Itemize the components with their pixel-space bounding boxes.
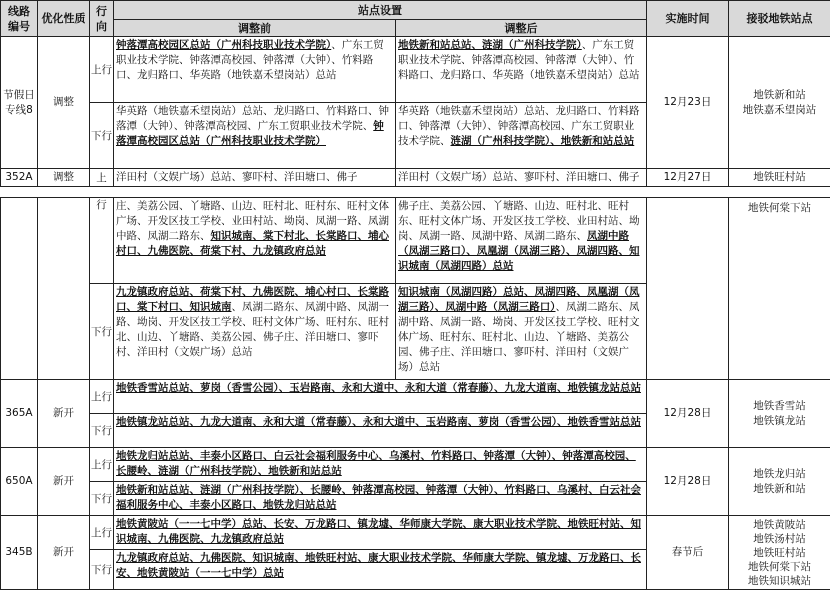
direction: 下行 <box>90 414 114 448</box>
metro-station-name: 地铁新和站 <box>753 482 806 495</box>
route-type <box>38 198 90 380</box>
stops-text: 洋田村（文娱广场）总站、寥吓村、洋田塘口、佛子 <box>116 171 358 183</box>
header-after: 调整后 <box>396 20 647 37</box>
header-metro: 接驳地铁站点 <box>729 1 830 37</box>
stops-text: 、凤湖二路东、凤湖中路、凤湖一路、坳岗、开发区技工学校、旺村文体广场、旺村东、旺村北、山边、丫塘路、美荔公园、佛子庄、洋田塘口、寥吓村、洋田村（文娱广场）总站 <box>398 301 640 373</box>
stops-full <box>114 516 647 550</box>
impl-time: 12月23日 <box>647 37 729 169</box>
header-impl-time: 实施时间 <box>647 1 729 37</box>
metro-stations <box>729 37 830 169</box>
table-row <box>1 37 830 103</box>
stops-before <box>114 284 396 380</box>
metro-station-name: 地铁新和站 <box>753 88 806 101</box>
stops-full <box>114 448 647 482</box>
route-no: 365A <box>1 380 38 448</box>
impl-time: 12月27日 <box>647 169 729 187</box>
stops-full <box>114 380 647 414</box>
changed-stops-text: 九龙镇政府总站、荷棠下村、九佛医院、埔心村口、长棠路口、棠下村口、知识城南 <box>116 286 389 313</box>
changed-stops-text: 九龙镇政府总站、九佛医院、知识城南、地铁旺村站、康大职业技术学院、华师康大学院、镇龙墟、万龙路口、长安、地铁黄陂站（一一七中学）总站 <box>116 552 641 579</box>
metro-station-name: 地铁何棠下站 <box>748 560 811 573</box>
stops-text: 洋田村（文娱广场）总站、寥吓村、洋田塘口、佛子 <box>398 171 640 183</box>
direction: 上行 <box>90 448 114 482</box>
impl-time: 12月28日 <box>647 448 729 516</box>
bus-route-table-continued <box>0 197 830 590</box>
direction: 下行 <box>90 103 114 169</box>
stops-text: 、凤湖二路东、凤湖中路、凤湖一路、坳岗、开发区技工学校、旺村文体广场、旺村东、旺村北、山边、丫塘路、美荔公园、佛子庄、洋田塘口、寥吓村、洋田村（文娱广场）总站 <box>116 301 389 358</box>
route-no: 345B <box>1 516 38 590</box>
stops-after <box>396 284 647 380</box>
direction: 上行 <box>90 516 114 550</box>
header-route-no: 线路编号 <box>1 1 38 37</box>
stops-text: 华英路（地铁嘉禾望岗站）总站、龙归路口、竹料路口、钟落潭（大钟）、钟落潭高校园、广东工贸职业技术学院、 <box>116 105 389 132</box>
table-row <box>1 380 830 414</box>
metro-station-name: 地铁汤村站 <box>753 532 806 545</box>
changed-stops-text: 涟湖（广州科技学院）、地铁新和站总站 <box>450 135 635 147</box>
header-before: 调整前 <box>114 20 396 37</box>
changed-stops-text: 钟落潭高校园区总站（广州科技职业技术学院） <box>116 120 384 147</box>
table-row <box>1 448 830 482</box>
table-row <box>1 516 830 550</box>
route-no: 节假日专线8 <box>1 37 38 169</box>
metro-station-name: 地铁镇龙站 <box>753 414 806 427</box>
changed-stops-text: 地铁新和站总站、涟湖（广州科技学院） <box>398 39 582 51</box>
stops-text: 、广东工贸职业技术学院、钟落潭高校园、钟落潭（大钟）、竹料路口、龙归路口、华英路（地铁嘉禾望岗站）总站 <box>116 39 384 81</box>
impl-time: 春节后 <box>647 516 729 590</box>
route-no: 650A <box>1 448 38 516</box>
stops-before <box>114 37 396 103</box>
metro-station-name: 地铁黄陂站 <box>753 518 806 531</box>
page-break <box>0 189 830 197</box>
direction: 上行 <box>90 380 114 414</box>
stops-text: 佛子庄、美荔公园、丫塘路、山边、旺村北、旺村东、旺村文体广场、开发区技工学校、业田村站、坳岗、凤湖一路、凤湖中路、凤湖二路东、 <box>398 200 640 242</box>
route-no <box>1 198 38 380</box>
changed-stops-text: 地铁香雪站总站、萝岗（香雪公园）、玉岩路南、永和大道中、永和大道（常春藤）、九龙大道南、地铁镇龙站总站 <box>116 382 641 394</box>
metro-station-name: 地铁香雪站 <box>753 399 806 412</box>
header-opt-type: 优化性质 <box>38 1 90 37</box>
direction: 上 <box>90 169 114 187</box>
route-type: 新开 <box>38 516 90 590</box>
metro-station-name: 地铁龙归站 <box>753 467 806 480</box>
metro-stations <box>729 198 830 380</box>
stops-before <box>114 103 396 169</box>
table-part-top <box>0 0 830 187</box>
impl-time: 12月28日 <box>647 380 729 448</box>
stops-after <box>396 169 647 187</box>
stops-after <box>396 103 647 169</box>
stops-full <box>114 482 647 516</box>
impl-time <box>647 198 729 380</box>
metro-station-name: 地铁嘉禾望岗站 <box>742 103 817 116</box>
route-type: 调整 <box>38 169 90 187</box>
metro-station-name: 地铁何棠下站 <box>748 202 811 214</box>
changed-stops-text: 钟落潭高校园区总站（广州科技职业技术学院） <box>116 39 332 51</box>
route-no: 352A <box>1 169 38 187</box>
stops-text: 庄、美荔公园、丫塘路、山边、旺村北、旺村东、旺村文体广场、开发区技工学校、业田村站、坳岗、凤湖一路、凤湖中路、凤湖二路东、 <box>116 200 389 242</box>
table-row <box>1 198 830 284</box>
metro-stations <box>729 380 830 448</box>
changed-stops-text: 地铁镇龙站总站、九龙大道南、永和大道（常春藤）、永和大道中、玉岩路南、萝岗（香雪公园）、地铁香雪站总站 <box>116 416 641 428</box>
stops-after <box>396 37 647 103</box>
table-row <box>1 169 830 187</box>
metro-station-name: 地铁旺村站 <box>753 546 806 559</box>
direction: 下行 <box>90 482 114 516</box>
stops-before <box>114 198 396 284</box>
metro-station-name: 地铁旺村站 <box>753 171 806 183</box>
route-type: 新开 <box>38 448 90 516</box>
header-stops-setting: 站点设置 <box>114 1 647 20</box>
route-type: 调整 <box>38 37 90 169</box>
changed-stops-text: 凤湖中路（凤湖三路口）、凤凰湖（凤湖三路）、凤湖四路、知识城南（凤湖四路）总站 <box>398 230 640 272</box>
stops-after <box>396 198 647 284</box>
changed-stops-text: 地铁龙归站总站、丰泰小区路口、白云社会福利服务中心、乌溪村、竹料路口、钟落潭（大钟）、钟落潭高校园、长腰岭、涟湖（广州科技学院）、地铁新和站总站 <box>116 450 636 477</box>
metro-stations <box>729 516 830 590</box>
header-direction: 行向 <box>90 1 114 37</box>
stops-before <box>114 169 396 187</box>
direction: 下行 <box>90 550 114 590</box>
direction: 行 <box>90 198 114 284</box>
metro-stations <box>729 169 830 187</box>
changed-stops-text: 地铁新和站总站、涟湖（广州科技学院）、长腰岭、钟落潭高校园、钟落潭（大钟）、竹料路口、乌溪村、白云社会福利服务中心、丰泰小区路口、地铁龙归站总站 <box>116 484 641 511</box>
stops-full <box>114 550 647 590</box>
stops-full <box>114 414 647 448</box>
stops-text: 、广东工贸职业技术学院、钟落潭高校园、钟落潭（大钟）、竹料路口、龙归路口、华英路（地铁嘉禾望岗站）总站 <box>398 39 640 81</box>
direction: 下行 <box>90 284 114 380</box>
changed-stops-text: 知识城南、棠下村北、长棠路口、埔心村口、九佛医院、荷棠下村、九龙镇政府总站 <box>116 230 389 257</box>
metro-stations <box>729 448 830 516</box>
changed-stops-text: 地铁黄陂站（一一七中学）总站、长安、万龙路口、镇龙墟、华师康大学院、康大职业技术学院、地铁旺村站、知识城南、九佛医院、九龙镇政府总站 <box>116 518 641 545</box>
bus-route-table-top <box>0 0 830 187</box>
stops-text: 华英路（地铁嘉禾望岗站）总站、龙归路口、竹料路口、钟落潭（大钟）、钟落潭高校园、广东工贸职业技术学院、 <box>398 105 640 147</box>
table-part-continued <box>0 197 830 590</box>
direction: 上行 <box>90 37 114 103</box>
metro-station-name: 地铁知识城站 <box>748 574 811 587</box>
route-type: 新开 <box>38 380 90 448</box>
changed-stops-text: 知识城南（凤湖四路）总站、凤湖四路、凤凰湖（凤湖三路）、凤湖中路（凤湖三路口） <box>398 286 640 313</box>
